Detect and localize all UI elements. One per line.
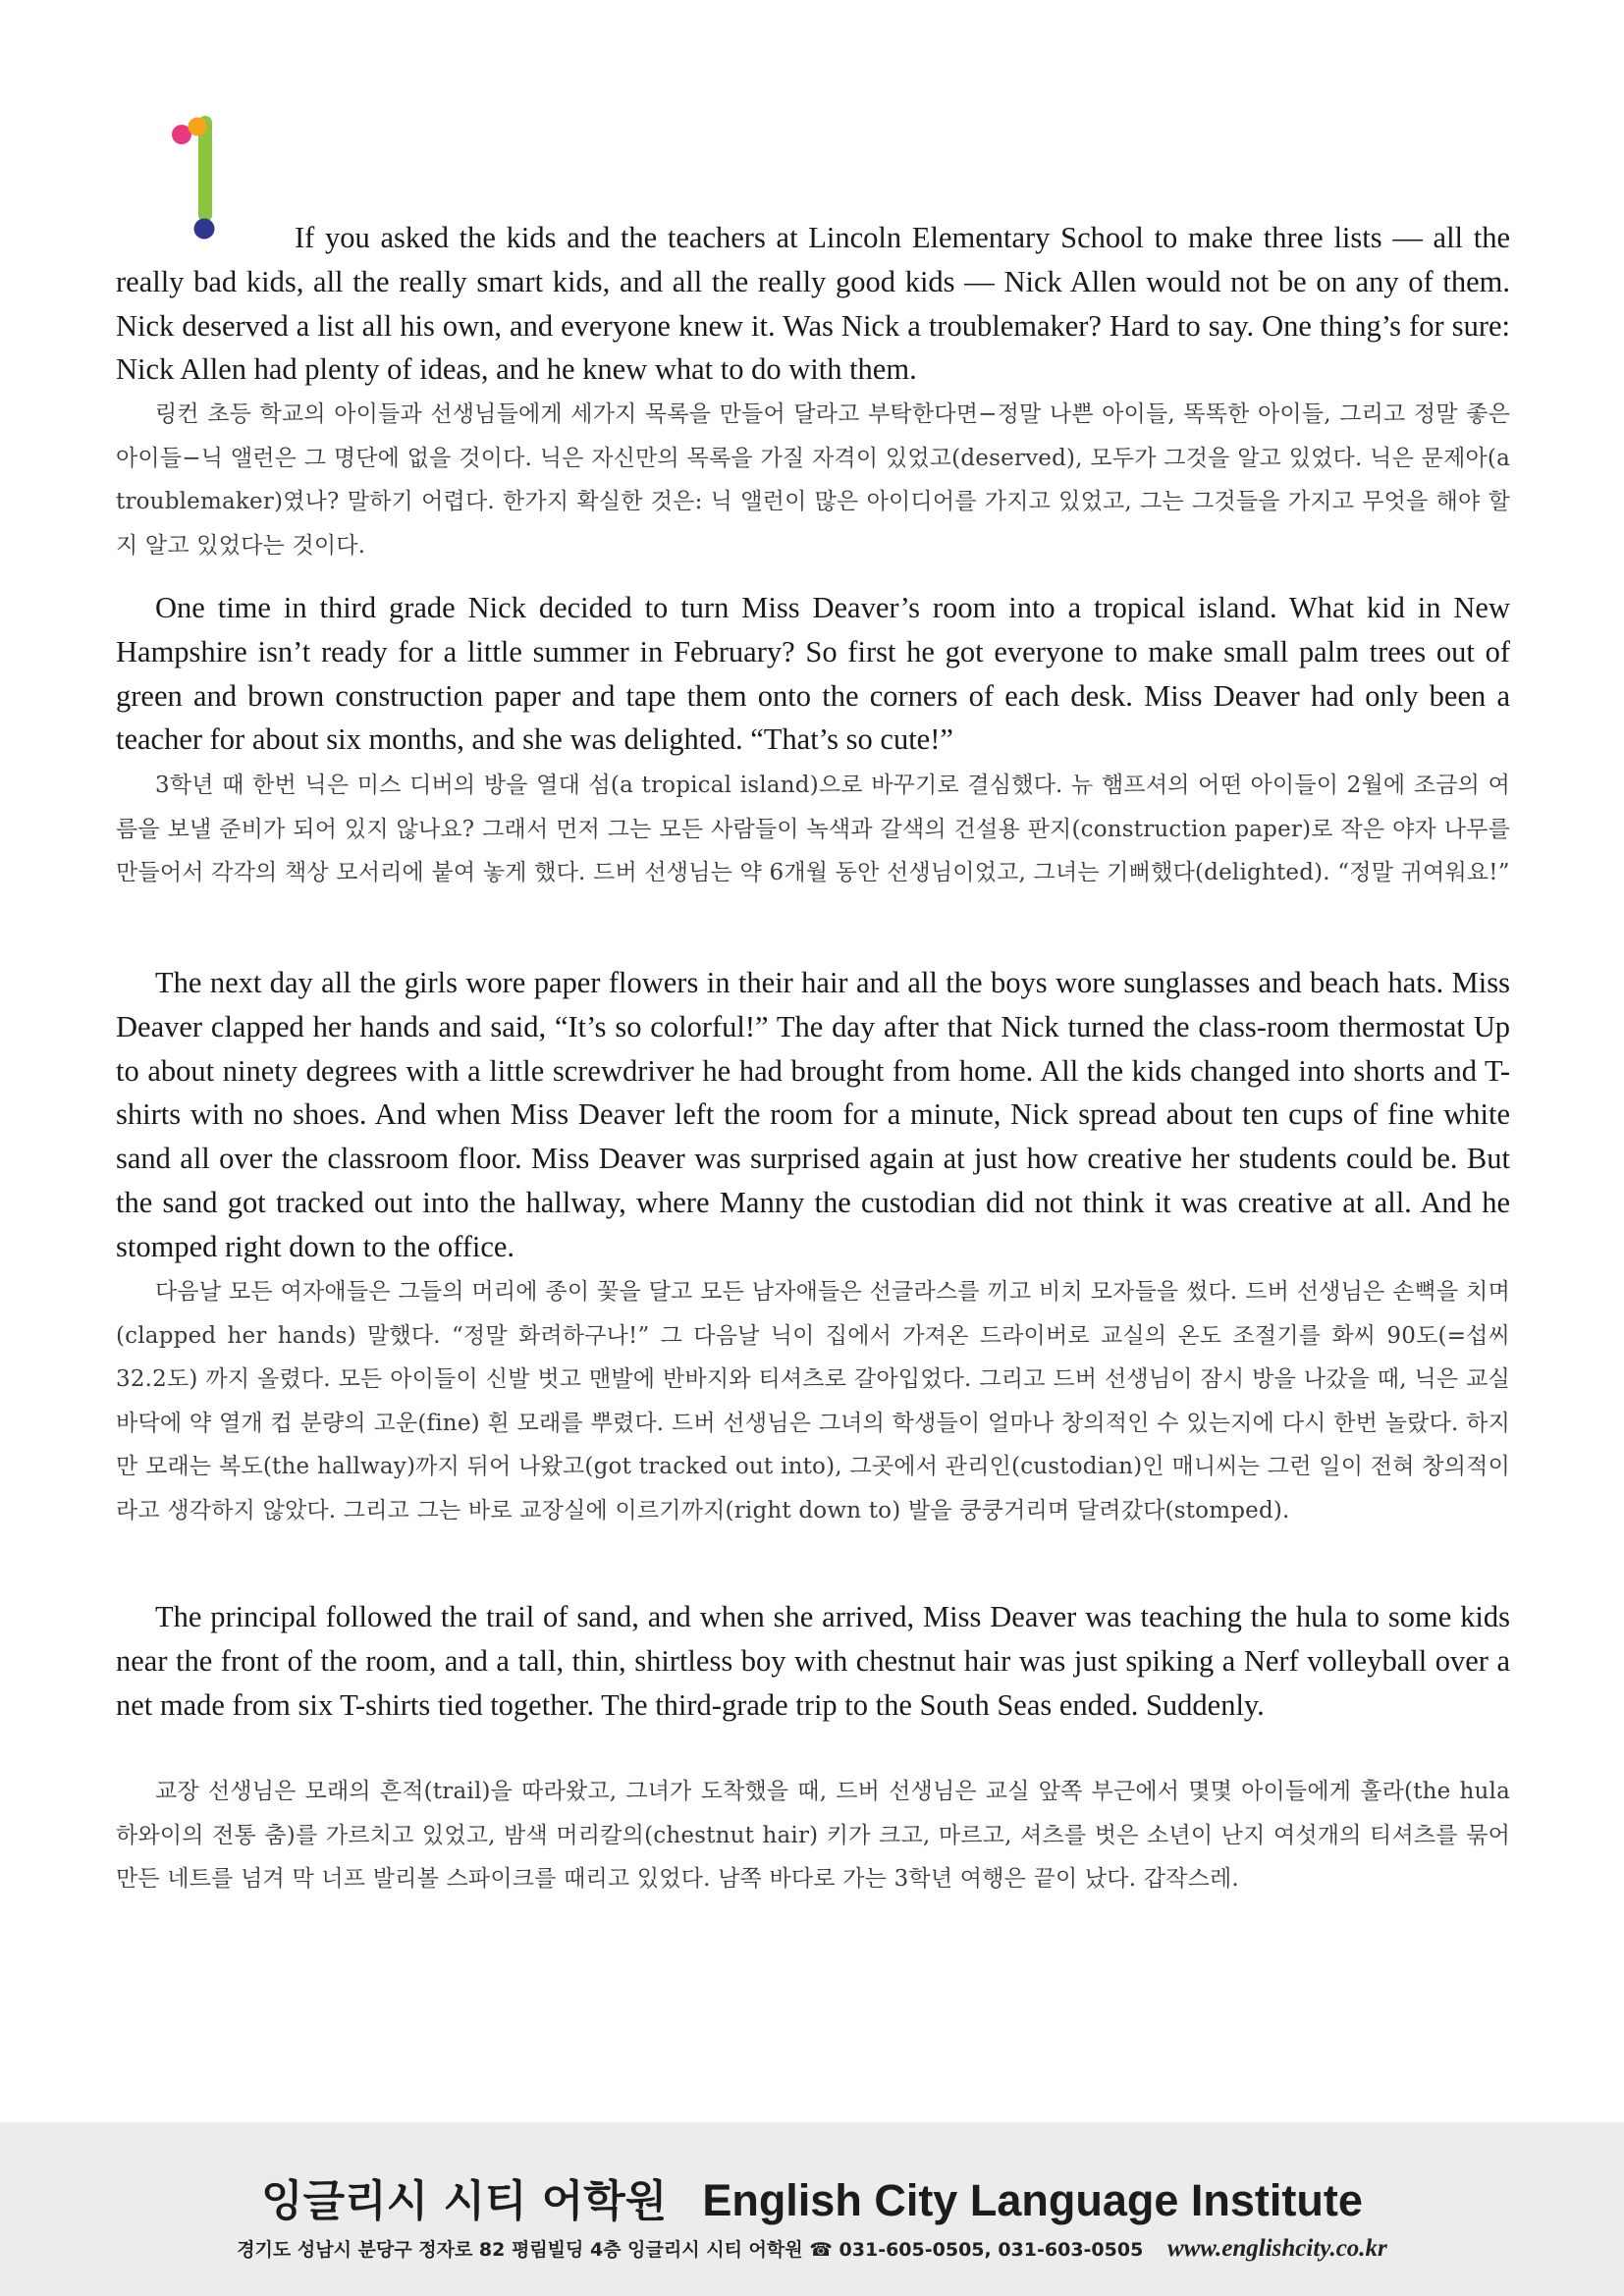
paragraph-3-english: The next day all the girls wore paper flowers in their hair and all the boys wore sunglasses and beach hats. Miss Deaver clapped her hands and said, “It’s so colorful!” The day after that Nick turned the class-room thermostat Up to about ninety degrees with a little screwdriver he had brought from home. All the kids changed into shorts and T-shirts with no shoes. And when Miss Deaver left the room for a minute, Nick spread about ten cups of fine white sand all over the classroom floor. Miss Deaver was surprised again at just how creative her students could be. But the sand got tracked out into the hallway, where Manny the custodian did not think it was creative at all. And he stomped right down to the office. <box>116 966 1510 1263</box>
institute-name <box>0 2165 1624 2228</box>
contact-info <box>0 2235 1624 2263</box>
paragraph-1-english: If you asked the kids and the teachers at Lincoln Elementary School to make three lists — all the really bad kids, all the really smart kids, and all the really good kids — Nick Allen would not be on any of them. Nick deserved a list all his own, and everyone knew it. Was Nick a troublemaker? Hard to say. One thing’s for sure: Nick Allen had plenty of ideas, and he knew what to do with them. <box>116 221 1510 387</box>
address: 경기도 성남시 분당구 정자로 82 평림빌딩 4층 잉글리시 시티 어학원 <box>237 2239 803 2261</box>
phone-icon: ☎ <box>809 2239 833 2261</box>
phone-numbers: 031-605-0505, 031-603-0505 <box>839 2239 1144 2261</box>
paragraph-3-korean: 다음날 모든 여자애들은 그들의 머리에 종이 꽃을 달고 모든 남자애들은 선글라스를 끼고 비치 모자들을 썼다. 드버 선생님은 손뼉을 치며(clapped her hands) 말했다. “정말 화려하구나!” 그 다음날 닉이 집에서 가져온 드라이버로 교실의 온도 조절기를 화씨 90도(=섭씨 32.2도) 까지 올렸다. 모든 아이들이 신발 벗고 맨발에 반바지와 티셔츠로 갈아입었다. 그리고 드버 선생님이 잠시 방을 나갔을 때, 닉은 교실 바닥에 약 열개 컵 분량의 고운(fine) 흰 모래를 뿌렸다. 드버 선생님은 그녀의 학생들이 얼마나 창의적인 수 있는지에 다시 한번 놀랐다. 하지만 모래는 복도(the hallway)까지 뒤어 나왔고(got tracked out into), 그곳에서 관리인(custodian)인 매니씨는 그런 일이 전혀 창의적이라고 생각하지 않았다. 그리고 그는 바로 교장실에 이르기까지(right down to) 발을 쿵쿵거리며 달려갔다(stomped). <box>116 1279 1510 1523</box>
paragraph-4-korean: 교장 선생님은 모래의 흔적(trail)을 따라왔고, 그녀가 도착했을 때, 드버 선생님은 교실 앞쪽 부근에서 몇몇 아이들에게 훌라(the hula 하와이의 전통 춤)를 가르치고 있었고, 밤색 머리칼의(chestnut hair) 키가 크고, 마르고, 셔츠를 벗은 소년이 난지 여섯개의 티셔츠를 묶어 만든 네트를 넘겨 막 너프 발리볼 스파이크를 때리고 있었다. 남쪽 바다로 가는 3학년 여행은 끝이 났다. 갑작스레. <box>116 1779 1510 1893</box>
institute-name-korean: 잉글리시 시티 어학원 <box>261 2176 668 2226</box>
paragraph-2-english: One time in third grade Nick decided to turn Miss Deaver’s room into a tropical island. What kid in New Hampshire isn’t ready for a little summer in February? So first he got everyone to make small palm trees out of green and brown construction paper and tape them onto the corners of each desk. Miss Deaver had only been a teacher for about six months, and she was delighted. “That’s so cute!” <box>116 591 1510 757</box>
footer <box>0 2122 1624 2296</box>
institute-name-english: English City Language Institute <box>702 2175 1363 2225</box>
paragraph-4-english: The principal followed the trail of sand, and when she arrived, Miss Deaver was teaching the hula to some kids near the front of the room, and a tall, thin, shirtless boy with chestnut hair was just spiking a Nerf volleyball over a net made from six T-shirts tied together. The third-grade trip to the South Seas ended. Suddenly. <box>116 1600 1510 1722</box>
paragraph-2-korean: 3학년 때 한번 닉은 미스 디버의 방을 열대 섬(a tropical island)으로 바꾸기로 결심했다. 뉴 햄프셔의 어떤 아이들이 2월에 조금의 여름을 보낼 준비가 되어 있지 않나요? 그래서 먼저 그는 모든 사람들이 녹색과 갈색의 건설용 판지(construction paper)로 작은 야자 나무를 만들어서 각각의 책상 모서리에 붙여 놓게 했다. 드버 선생님는 약 6개월 동안 선생님이었고, 그녀는 기뻐했다(delighted). “정말 귀여워요!” <box>116 773 1510 886</box>
website-link[interactable]: www.englishcity.co.kr <box>1166 2235 1387 2262</box>
paragraph-1-korean: 링컨 초등 학교의 아이들과 선생님들에게 세가지 목록을 만들어 달라고 부탁한다면−정말 나쁜 아이들, 똑똑한 아이들, 그리고 정말 좋은 아이들−닉 앨런은 그 명단에 없을 것이다. 닉은 자신만의 목록을 가질 자격이 있었고(deserved), 모두가 그것을 알고 있었다. 닉은 문제아(a troublemaker)였나? 말하기 어렵다. 한가지 확실한 것은: 닉 앨런이 많은 아이디어를 가지고 있었고, 그는 그것들을 가지고 무엇을 해야 할지 알고 있었다는 것이다. <box>116 401 1510 559</box>
